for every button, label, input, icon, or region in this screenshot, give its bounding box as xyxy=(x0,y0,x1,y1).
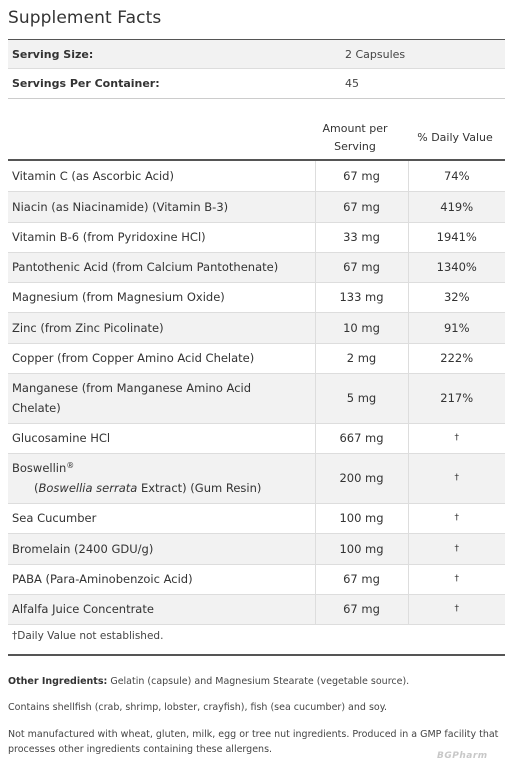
serving-size-label: Serving Size: xyxy=(12,48,94,61)
table-row xyxy=(8,161,505,191)
table-row xyxy=(8,533,505,564)
nutrient-name: Vitamin B-6 (from Pyridoxine HCl) xyxy=(8,222,315,252)
nutrient-name-line1: Manganese (from Manganese Amino Acid xyxy=(12,381,252,395)
nutrient-amount: 200 mg xyxy=(315,453,408,503)
table-row xyxy=(8,564,505,594)
table-row xyxy=(8,373,505,423)
panel-title: Supplement Facts xyxy=(8,8,162,28)
nutrient-amount: 5 mg xyxy=(315,373,408,423)
table-row xyxy=(8,453,505,503)
nutrient-name-line2 xyxy=(12,478,315,498)
nutrient-amount: 2 mg xyxy=(315,343,408,373)
table-row xyxy=(8,594,505,624)
serving-size-row xyxy=(8,40,505,69)
nutrient-name: Bromelain (2400 GDU/g) xyxy=(8,533,315,564)
serving-size-value: 2 Capsules xyxy=(345,48,406,61)
nutrient-name-line1: Boswellin xyxy=(12,461,67,475)
nutrient-daily-value: † xyxy=(408,533,505,564)
amount-header-line2: Serving xyxy=(334,140,376,153)
table-row xyxy=(8,191,505,222)
nutrient-name: Alfalfa Juice Concentrate xyxy=(8,594,315,624)
bottom-divider xyxy=(8,654,505,656)
servings-per-container-row xyxy=(8,69,505,98)
daily-value-header: % Daily Value xyxy=(417,131,493,144)
nutrient-name: PABA (Para-Aminobenzoic Acid) xyxy=(8,564,315,594)
nutrient-amount: 67 mg xyxy=(315,594,408,624)
nutrient-name-line2: Chelate) xyxy=(12,401,61,415)
nutrient-name xyxy=(8,373,315,423)
amount-header-line1: Amount per xyxy=(322,122,388,135)
nutrient-daily-value: 1941% xyxy=(408,222,505,252)
serving-bottom-divider xyxy=(8,98,505,99)
amount-per-serving-header xyxy=(315,120,395,156)
nutrient-name: Sea Cucumber xyxy=(8,503,315,533)
nutrient-name: Pantothenic Acid (from Calcium Pantothenate) xyxy=(8,252,315,282)
extract-text: Extract) (Gum Resin) xyxy=(137,481,262,495)
nutrient-daily-value: 217% xyxy=(408,373,505,423)
nutrient-amount: 67 mg xyxy=(315,252,408,282)
servings-per-container-label: Servings Per Container: xyxy=(12,77,160,90)
nutrient-amount: 67 mg xyxy=(315,564,408,594)
nutrient-name: Glucosamine HCl xyxy=(8,423,315,453)
nutrient-name: Copper (from Copper Amino Acid Chelate) xyxy=(8,343,315,373)
other-ingredients-label: Other Ingredients: xyxy=(8,676,108,687)
table-row xyxy=(8,312,505,343)
nutrient-name: Niacin (as Niacinamide) (Vitamin B-3) xyxy=(8,191,315,222)
nutrient-amount: 67 mg xyxy=(315,161,408,191)
nutrient-daily-value: 32% xyxy=(408,282,505,312)
table-row xyxy=(8,222,505,252)
nutrient-amount: 67 mg xyxy=(315,191,408,222)
nutrient-name: Magnesium (from Magnesium Oxide) xyxy=(8,282,315,312)
nutrient-daily-value: 91% xyxy=(408,312,505,343)
manufacturing-note: Not manufactured with wheat, gluten, milk, egg or tree nut ingredients. Produced in a GMP facility that processes other ingredients containing these allergens. xyxy=(8,729,499,755)
nutrient-amount: 100 mg xyxy=(315,533,408,564)
other-ingredients-text: Gelatin (capsule) and Magnesium Stearate (vegetable source). xyxy=(107,676,410,687)
nutrient-daily-value: † xyxy=(408,423,505,453)
table-row xyxy=(8,423,505,453)
latin-name: Boswellia serrata xyxy=(38,481,138,495)
nutrient-amount: 133 mg xyxy=(315,282,408,312)
nutrient-daily-value: † xyxy=(408,453,505,503)
table-row xyxy=(8,282,505,312)
nutrient-amount: 100 mg xyxy=(315,503,408,533)
nutrient-amount: 667 mg xyxy=(315,423,408,453)
table-row xyxy=(8,252,505,282)
nutrient-name: Zinc (from Zinc Picolinate) xyxy=(8,312,315,343)
servings-per-container-value: 45 xyxy=(345,77,359,90)
watermark: BGPharm xyxy=(437,751,488,761)
table-row xyxy=(8,503,505,533)
nutrient-daily-value: † xyxy=(408,503,505,533)
nutrient-daily-value: 1340% xyxy=(408,252,505,282)
table-row xyxy=(8,343,505,373)
nutrient-amount: 33 mg xyxy=(315,222,408,252)
nutrient-daily-value: 222% xyxy=(408,343,505,373)
registered-mark: ® xyxy=(66,461,75,470)
nutrient-name xyxy=(8,453,315,503)
paren-open: ( xyxy=(34,481,39,495)
allergen-statement: Contains shellfish (crab, shrimp, lobster, crayfish), fish (sea cucumber) and soy. xyxy=(8,702,388,713)
nutrient-table xyxy=(8,161,505,625)
nutrient-daily-value: † xyxy=(408,594,505,624)
nutrient-daily-value: 419% xyxy=(408,191,505,222)
nutrient-daily-value: 74% xyxy=(408,161,505,191)
other-ingredients xyxy=(8,674,505,689)
nutrient-name: Vitamin C (as Ascorbic Acid) xyxy=(8,161,315,191)
nutrient-amount: 10 mg xyxy=(315,312,408,343)
daily-value-footnote: †Daily Value not established. xyxy=(12,630,164,642)
nutrient-daily-value: † xyxy=(408,564,505,594)
